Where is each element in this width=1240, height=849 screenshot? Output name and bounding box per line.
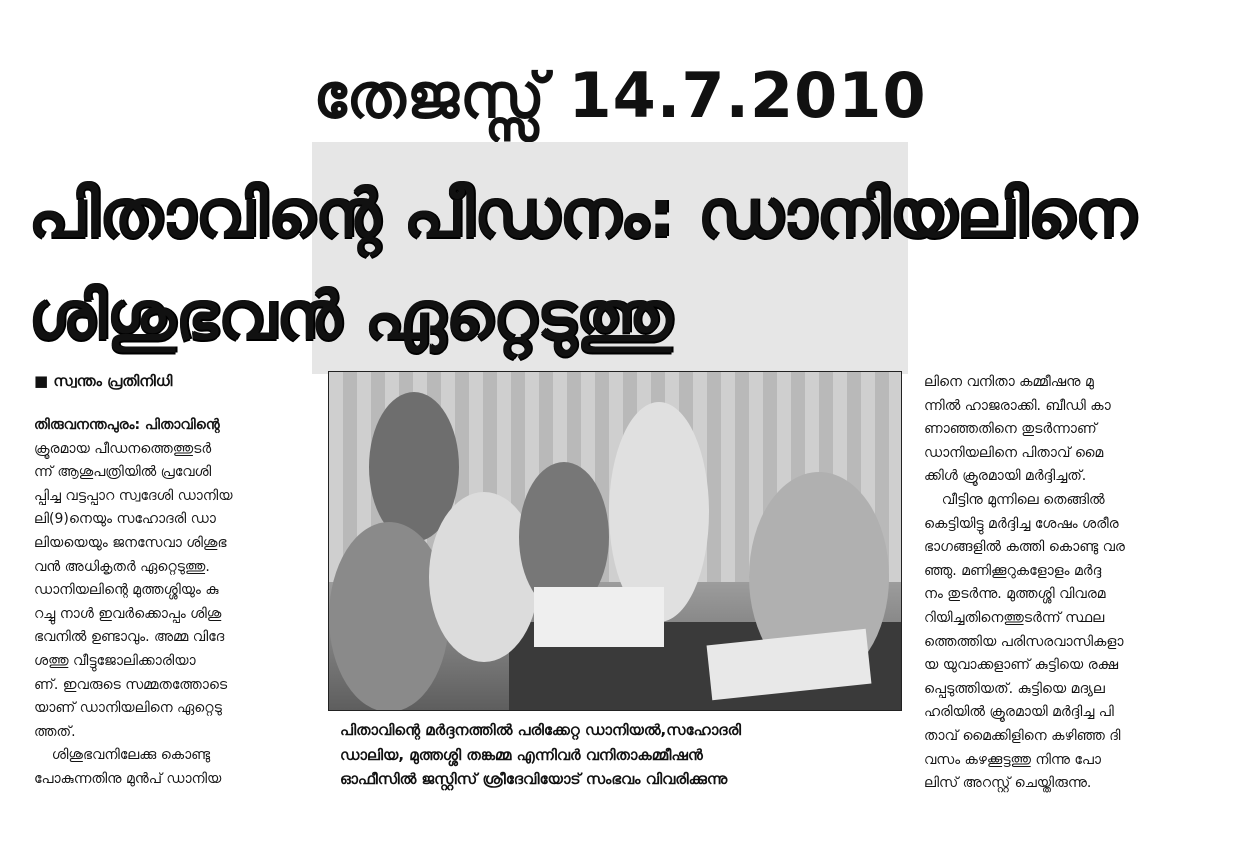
text-line: ഞ്ഞു. മണിക്കൂറുകളോളം മര്‍ദ്ദ (924, 562, 1102, 579)
text-line: വസം കഴക്കൂട്ടത്തു നിന്നു പോ (924, 751, 1101, 768)
caption-line: ഡാലിയ, മുത്തശ്ശി തങ്കമ്മ എന്നിവര്‍ വനിതാകമ്മീഷന്‍ (340, 745, 703, 764)
text-line: ത്തത്. (34, 723, 76, 740)
text-line: യ യുവാക്കളാണ് കുട്ടിയെ രക്ഷ (924, 657, 1119, 674)
text-line: ഡാനിയലിന്റെ മുത്തശ്ശിയും കു (34, 582, 219, 599)
photo-caption (340, 718, 900, 792)
text-line: താവ് മൈക്കിളിനെ കഴിഞ്ഞ ദി (924, 727, 1121, 744)
text-line: പോകുന്നതിനു മുന്‍പ് ഡാനിയ (34, 770, 222, 787)
text-line: ലി(9)നെയും സഹോദരി ഡാ (34, 511, 216, 528)
text-line: ത്തെത്തിയ പരിസരവാസികളാ (924, 633, 1124, 650)
right-column (924, 371, 1209, 796)
text-line: പ്പിച്ച വട്ടപ്പാറ സ്വദേശി ഡാനിയ (34, 487, 233, 504)
text-line: ഭാഗങ്ങളില്‍ കത്തി കൊണ്ടു വര (924, 539, 1125, 556)
text-line: ക്രൂരമായ പീഡനത്തെത്തുടര്‍ (34, 440, 212, 457)
text-line: കെട്ടിയിട്ടു മര്‍ദ്ദിച്ച ശേഷം ശരീര (924, 515, 1119, 532)
text-line: നം തുടര്‍ന്നു. മുത്തശ്ശി വിവരമ (924, 586, 1106, 603)
text-line: റച്ചു നാള്‍ ഇവര്‍ക്കൊപ്പം ശിശു (34, 605, 222, 622)
caption-line: പിതാവിന്റെ മര്‍ദ്ദനത്തില്‍ പരിക്കേറ്റ ഡാനിയല്‍,സഹോദരി (340, 721, 741, 739)
text-line: ഭവനില്‍ ഉണ്ടാവും. അമ്മ വിദേ (34, 629, 225, 646)
text-line: ലിനെ വനിതാ കമ്മീഷനു മു (924, 374, 1094, 390)
text-line: ശത്തു വീട്ടുജോലിക്കാരിയാ (34, 652, 196, 669)
text-line: വീട്ടിനു മുന്നിലെ തെങ്ങില്‍ (924, 491, 1105, 508)
text-line: ലിസ് അറസ്റ്റ് ചെയ്തിരുന്നു. (924, 775, 1092, 792)
text-line: ഹരിയില്‍ ക്രൂരമായി മര്‍ദ്ദിച്ച പി (924, 704, 1114, 721)
text-line: ഡാനിയലിനെ പിതാവ് മൈ (924, 444, 1104, 461)
news-photo (328, 371, 902, 711)
text-line: ശിശുഭവനിലേക്കു കൊണ്ടു (34, 747, 211, 764)
headline-line-1: പിതാവിന്റെ പീഡനം: ഡാനിയലിനെ (28, 175, 1136, 252)
text-line: ലിയയെയും ജനസേവാ ശിശുഭ (34, 534, 227, 551)
left-column (34, 414, 309, 792)
text-line: റിയിച്ചതിനെത്തുടര്‍ന്ന് സ്ഥല (924, 609, 1105, 626)
text-line: ന്ന് ആശുപത്രിയില്‍ പ്രവേശി (34, 464, 212, 481)
text-line: തിരുവനന്തപുരം: പിതാവിന്റെ (34, 417, 220, 433)
caption-line: ഓഫീസില്‍ ജസ്റ്റിസ് ശ്രീദേവിയോട് സംഭവം വിവരിക്കുന്നു (340, 770, 728, 788)
masthead: തേജസ്സ് 14.7.2010 (313, 59, 927, 132)
text-line: ന്നില്‍ ഹാജരാക്കി. ബീഡി കാ (924, 397, 1111, 414)
photo-papers (534, 587, 664, 647)
text-line: പ്പെടുത്തിയത്. കുട്ടിയെ മദ്യല (924, 680, 1105, 697)
text-line: വന്‍ അധികൃതര്‍ ഏറ്റെടുത്തു. (34, 558, 210, 575)
text-line: ണാഞ്ഞതിനെ തുടര്‍ന്നാണ് (924, 421, 1097, 438)
text-line: ക്കിള്‍ ക്രൂരമായി മര്‍ദ്ദിച്ചത്. (924, 468, 1087, 485)
text-line: യാണ് ഡാനിയലിനെ ഏറ്റെടു (34, 700, 222, 717)
text-line: ണ്. ഇവരുടെ സമ്മതത്തോടെ (34, 676, 228, 693)
headline-line-2: ശിശുഭവന്‍ ഏറ്റെടുത്തു (28, 277, 672, 354)
byline: ■ സ്വന്തം പ്രതിനിധി (34, 372, 173, 390)
